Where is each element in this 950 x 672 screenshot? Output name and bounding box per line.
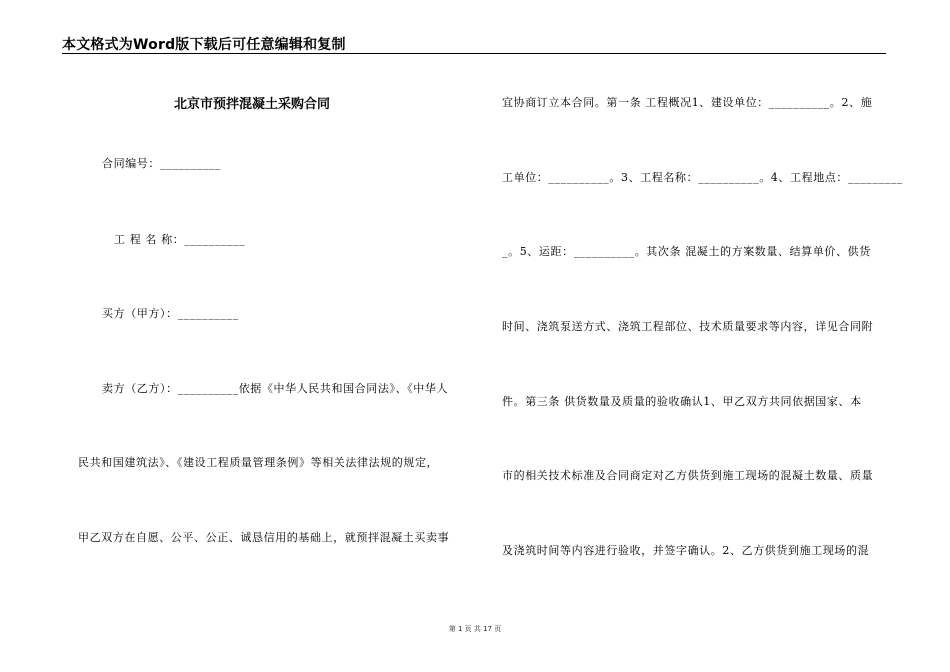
buyer-line: 买方（甲方）：__________ xyxy=(102,307,239,320)
seller-line: 卖方（乙方）：__________依据《中华人民共和国合同法》、《中华人 xyxy=(102,382,449,395)
header-divider xyxy=(62,53,886,54)
body-text-line: _。5、运距：__________。其次条 混凝土的方案数量、结算单价、供货 xyxy=(502,245,871,258)
body-text-line: 甲乙双方在自愿、公平、公正、诚恳信用的基础上，就预拌混凝土买卖事 xyxy=(78,531,450,544)
body-text-line: 市的相关技术标准及合同商定对乙方供货到施工现场的混凝土数量、质量 xyxy=(502,469,874,482)
body-text-line: 工单位：__________。3、工程名称：__________。4、工程地点：_________ xyxy=(502,171,903,184)
document-title: 北京市预拌混凝土采购合同 xyxy=(174,97,331,112)
body-text-line: 民共和国建筑法》、《建设工程质量管理条例》等相关法律法规的规定， xyxy=(78,456,439,469)
body-text-line: 及浇筑时间等内容进行验收，并签字确认。2、乙方供货到施工现场的混 xyxy=(502,544,870,557)
body-text-line: 时间、浇筑泵送方式、浇筑工程部位、技术质量要求等内容，详见合同附 xyxy=(502,320,874,333)
body-text-line: 件。第三条 供货数量及质量的验收确认1、甲乙双方共同依据国家、本 xyxy=(502,395,862,408)
body-text-line: 宜协商订立本合同。第一条 工程概况1、建设单位：__________。2、施 xyxy=(502,96,873,109)
page-number: 第 1 页 共 17 页 xyxy=(448,625,502,633)
header-banner: 本文格式为Word版下载后可任意编辑和复制 xyxy=(62,37,346,53)
contract-number-line: 合同编号：__________ xyxy=(102,157,221,170)
project-name-line: 工 程 名 称：__________ xyxy=(114,233,246,246)
